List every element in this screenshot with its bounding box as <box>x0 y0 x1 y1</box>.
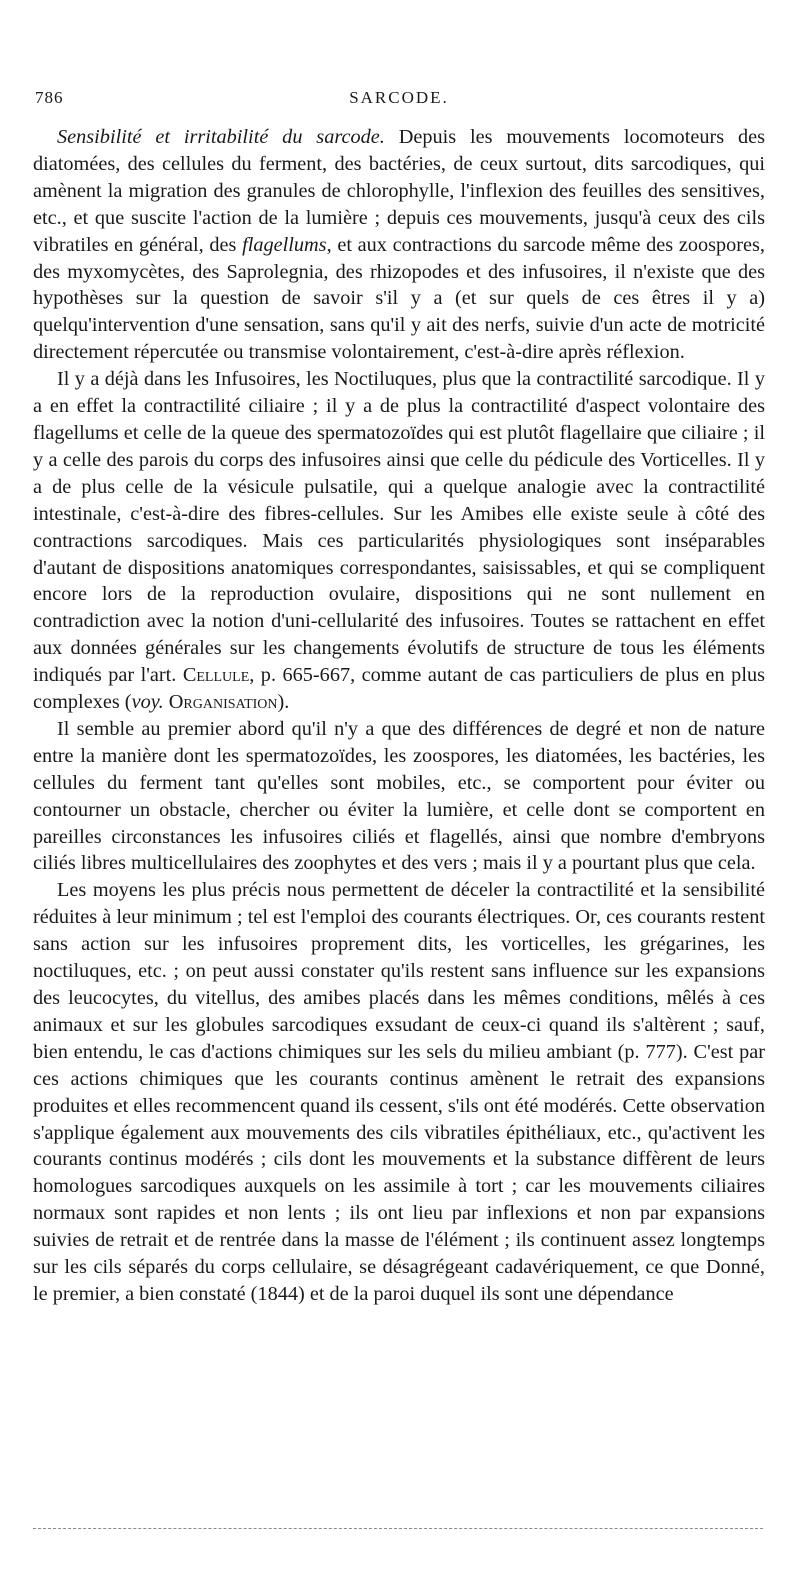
paragraph <box>33 716 765 877</box>
text-run: , p. 665-667, comme autant de cas particuliers de plus en plus complexes ( <box>33 664 765 714</box>
paragraph-lead-title: Sensibilité et irritabilité du sarcode. <box>57 126 385 148</box>
text-run: Il y a déjà dans les Infusoires, les Noctiluques, plus que la contractilité sarcodique. Il y a en effet la contractilité ciliaire ; il y a de plus la contractilité d'aspect volontaire des flagellums et celle de la queue des spermatozoïdes qui est plutôt flagellaire que ciliaire ; il y a celle des parois du corps des infusoires ainsi que celle du pédicule des Vorticelles. Il y a de plus celle de la vésicule pulsatile, qui a quelque analogie avec la contractilité intestinale, c'est-à-dire des fibres-cellules. Sur les Amibes elle existe seule à côté des contractions sarcodiques. Mais ces particularités physiologiques sont inséparables d'autant de dispositions anatomiques correspondantes, saisissables, et qui se compliquent encore lors de la reproduction ovulaire, dispositions qui ne sont nullement en contradiction avec la notion d'uni-cellularité des infusoires. Toutes se rattachent en effet aux données générales sur les changements évolutifs de structure de tous les éléments indiqués par l'art. <box>33 368 765 687</box>
text-run: Depuis les mouvements locomoteurs des diatomées, des cellules du ferment, des bactéries, de ceux surtout, dits sarcodiques, qui amènent la migration des granules de chlorophylle, l'inflexion des feuilles des sensitives, etc., et que suscite l'action de la lumière ; depuis ces mouvements, jusqu'à ceux des cils vibratiles en général, des <box>33 126 765 256</box>
paragraph <box>33 366 765 716</box>
cross-reference: Cellule <box>182 664 250 687</box>
page-number: 786 <box>35 88 64 107</box>
text-run: Il semble au premier abord qu'il n'y a que des différences de degré et non de nature entre la manière dont les spermatozoïdes, les zoospores, les diatomées, les bactéries, les cellules du ferment tant qu'elles sont mobiles, etc., se comportent pour éviter ou contourner un obstacle, chercher ou éviter la lumière, et celle dont se comportent en pareilles circonstances les infusoires ciliés et flagellés, ainsi que nombre d'embryons ciliés libres multicellulaires des zoophytes et des vers ; mais il y a pourtant plus que cela. <box>33 717 765 875</box>
paragraph <box>33 877 765 1308</box>
page-header <box>33 88 765 116</box>
text-run: Les moyens les plus précis nous permettent de déceler la contractilité et la sensibilité réduites à leur minimum ; tel est l'emploi des courants électriques. Or, ces courants restent sans action sur les infusoires proprement dits, les vorticelles, les grégarines, les noctiluques, etc. ; on peut aussi constater qu'ils restent sans influence sur les expansions des leucocytes, du vitellus, des amibes placés dans les mêmes conditions, mêlés à ces animaux et sur les globules sarcodiques exsudant de ceux-ci quand ils s'altèrent ; sauf, bien entendu, le cas d'actions chimiques sur les sels du milieu ambiant (p. 777). C'est par ces actions chimiques que les courants continus amènent le retrait des expansions produites et elles recommencent quand ils cessent, s'ils ont été modérés. Cette observation s'applique également aux mouvements des cils vibratiles épithéliaux, etc., qu'activent les courants continus modérés ; cils dont les mouvements et la substance diffèrent de leurs homologues sarcodiques auxquels on les assimile à tort ; car les mouvements ciliaires normaux sont rapides et non lents ; ils ont lieu par inflexions et non par expansions suivies de retrait et de rentrée dans la masse de l'élément ; ils continuent assez longtemps sur les cils séparés du corps cellulaire, se désagrégeant cadavériquement, ce que Donné, le premier, a bien constaté (1844) et de la paroi duquel ils sont une dépendance <box>33 879 765 1305</box>
page <box>33 88 765 1308</box>
body-text <box>33 124 765 1308</box>
footer-rule <box>33 1528 763 1529</box>
text-run: ). <box>277 691 290 714</box>
cross-reference: Organisation <box>168 691 278 714</box>
italic-term: voy. <box>131 691 164 714</box>
running-title: SARCODE. <box>349 88 449 107</box>
text-run: , et aux contractions du sarcode même des zoospores, des myxomycètes, des Saprolegnia, des rhizopodes et des infusoires, il n'existe que des hypothèses sur la question de savoir s'il y a (et sur quels de ces êtres il y a) quelqu'intervention d'une sensation, sans qu'il y ait des nerfs, suivie d'un acte de motricité directement répercutée ou transmise volontairement, c'est-à-dire après réflexion. <box>33 233 765 364</box>
italic-term: flagellums <box>242 233 327 256</box>
paragraph <box>33 124 765 366</box>
